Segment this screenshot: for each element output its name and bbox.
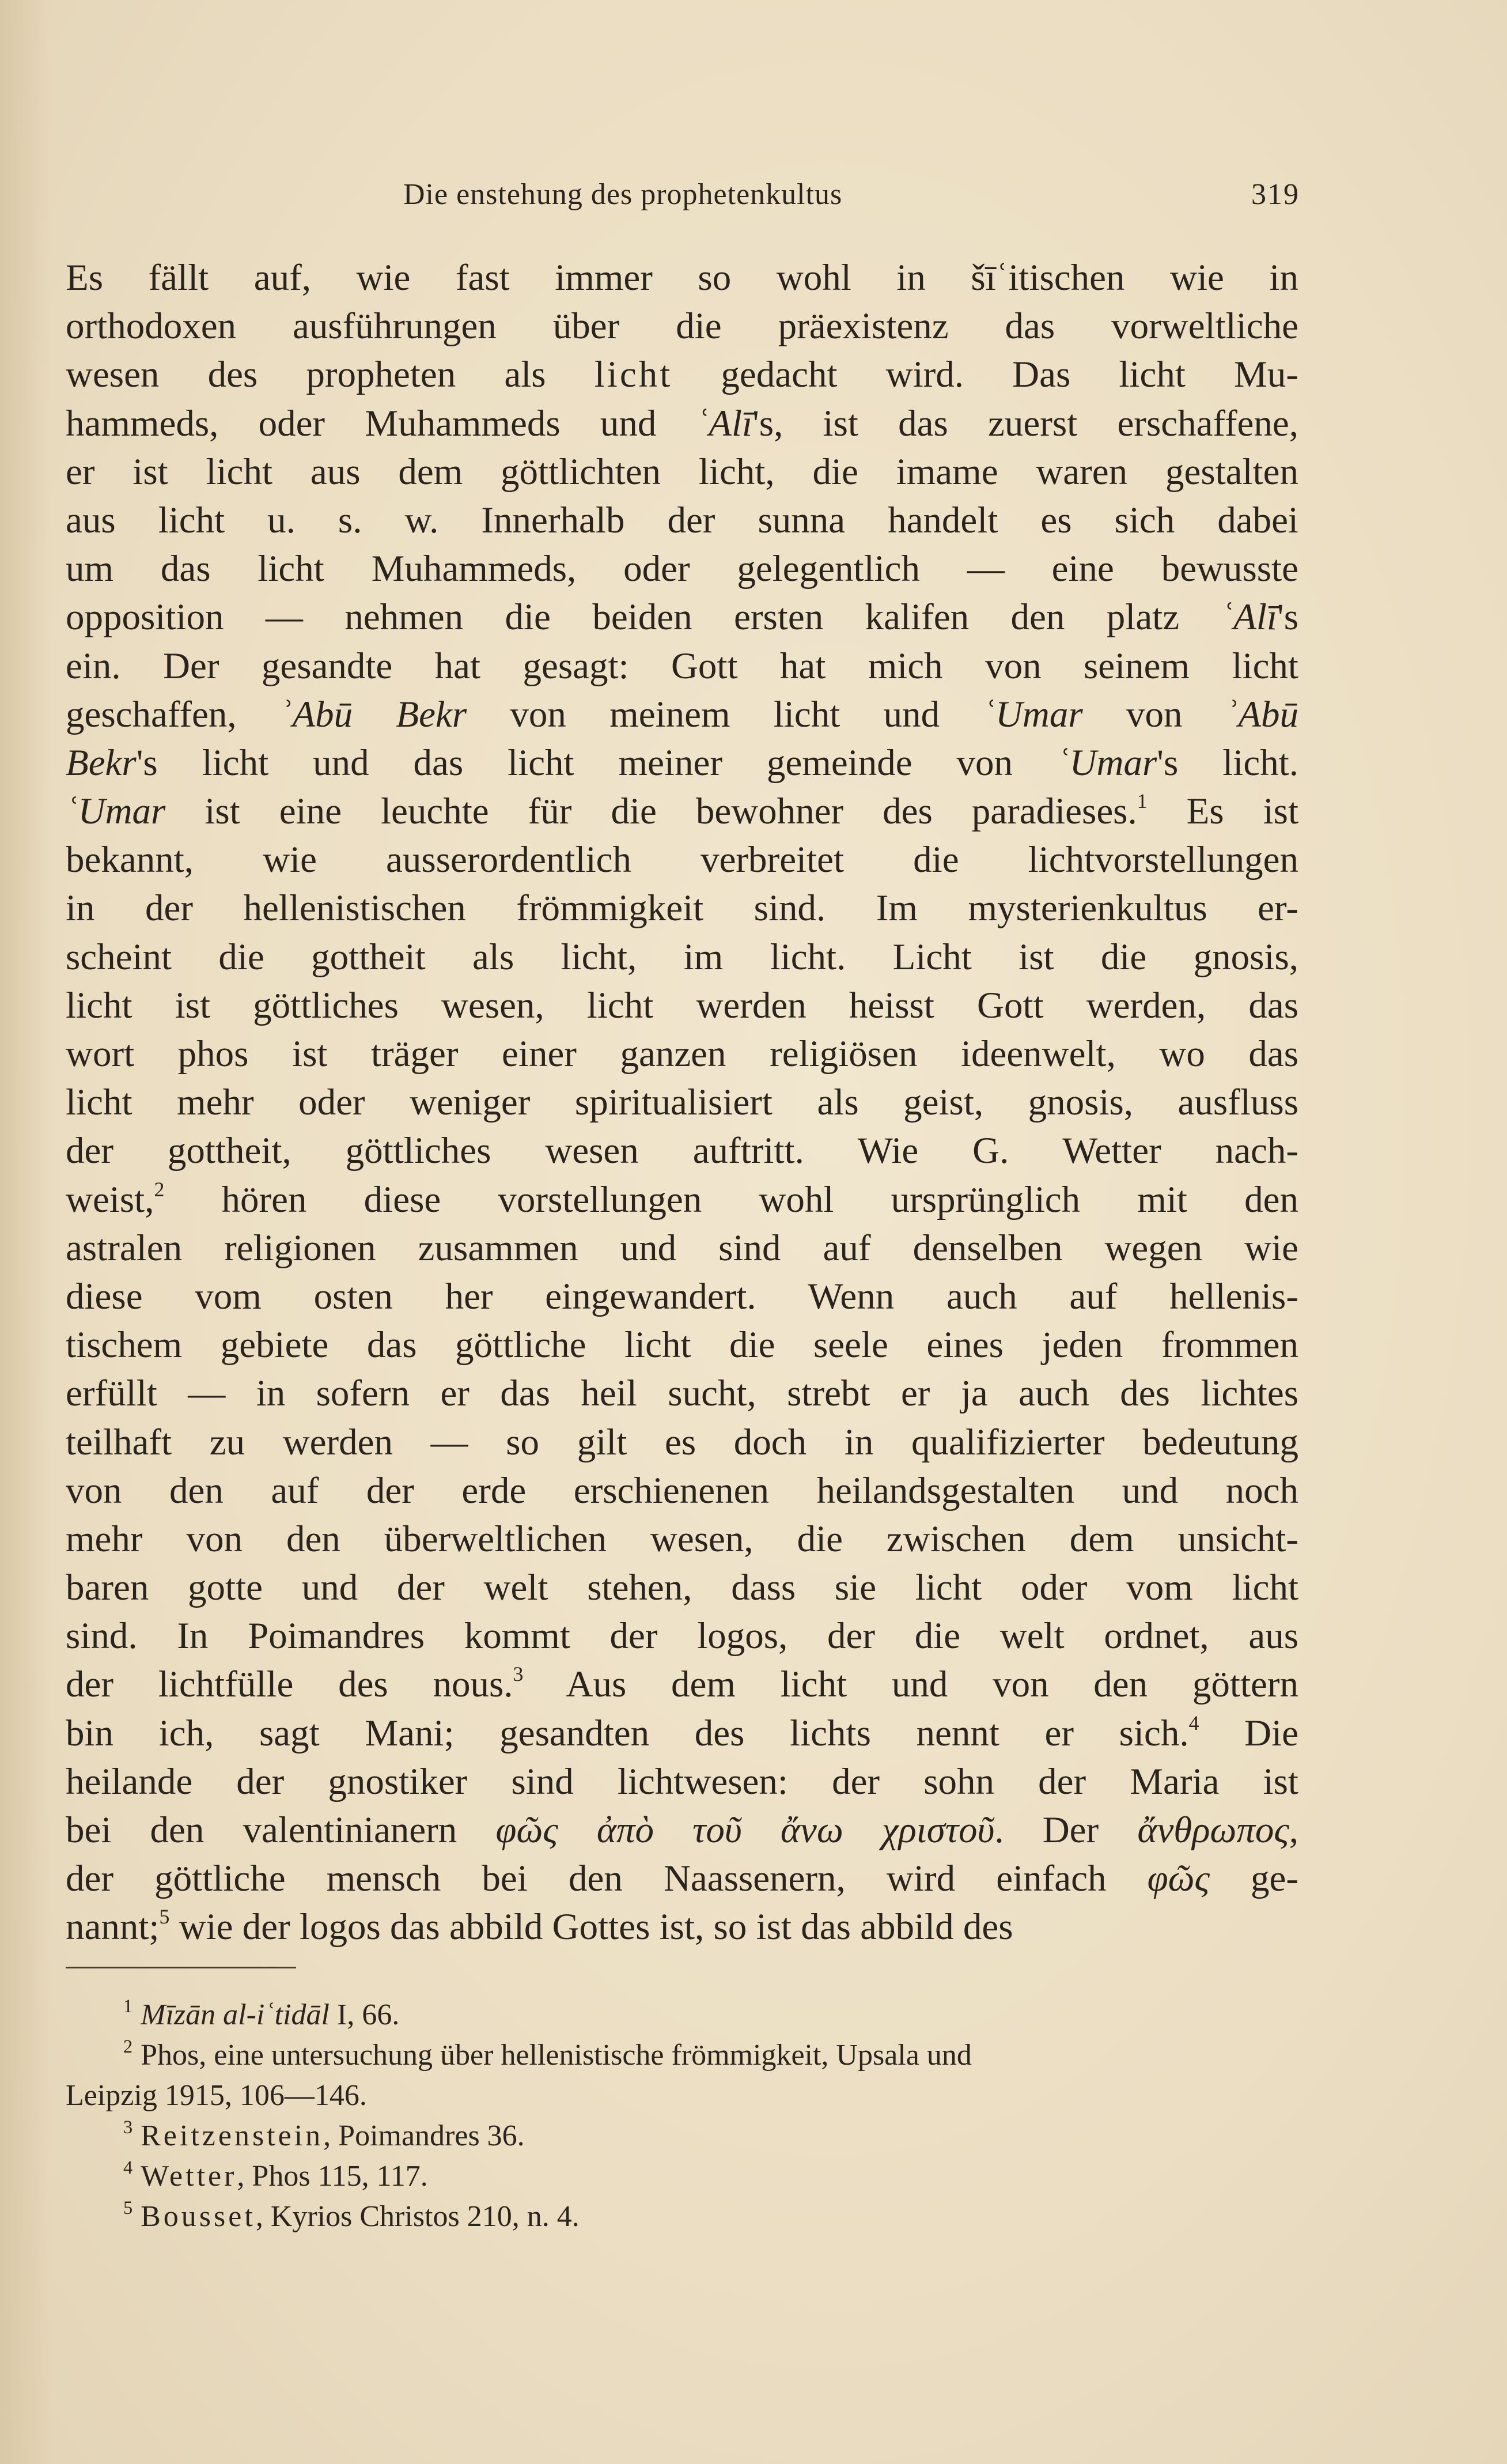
text-line: licht ist göttliches wesen, licht werden heisst Gott werden, das [66,984,1298,1026]
text-line: scheint die gottheit als licht, im licht. Licht ist die gnosis, [66,936,1298,978]
footnote-3: $^3$ Reitzenstein, Poimandres 36. [123,2117,525,2152]
text-line: orthodoxen ausführungen über die präexistenz das vorweltliche [66,305,1298,347]
spaced-emphasis: licht [594,354,673,396]
text-line: ein. Der gesandte hat gesagt: Gott hat mich von seinem licht [66,645,1298,687]
text-line: weist,$^2$ hören diese vorstellungen wohl ursprünglich mit den [66,1177,1298,1220]
text-line: hammeds, oder Muhammeds und ʿAlī's, ist das zuerst erschaffene, [66,402,1299,444]
text-line: mehr von den überweltlichen wesen, die zwischen dem unsicht- [66,1518,1298,1560]
footnote-ref: 2 [154,1177,165,1201]
text-line: in der hellenistischen frömmigkeit sind. Im mysterienkultus er- [66,887,1298,929]
greek-text: φῶς [1147,1858,1210,1900]
text-line: heilande der gnostiker sind lichtwesen: der sohn der Maria ist [66,1760,1298,1802]
text-line: opposition — nehmen die beiden ersten kalifen den platz ʿAlī's [66,596,1299,638]
text-line: wort phos ist träger einer ganzen religiösen ideenwelt, wo das [66,1033,1298,1075]
footnote-2: $^2$ Phos, eine untersuchung über hellenistische frömmigkeit, Upsala und [123,2036,972,2072]
text-line: bin ich, sagt Mani; gesandten des lichts nennt er sich.$^4$ Die [66,1711,1299,1754]
text-line: sind. In Poimandres kommt der logos, der die welt ordnet, aus [66,1615,1298,1657]
footnote-ref: 4 [1188,1711,1199,1734]
text-line: baren gotte und der welt stehen, dass sie licht oder vom licht [66,1567,1298,1609]
footnote-ref: 5 [159,1905,170,1929]
text-line: wesen des propheten als licht gedacht wird. Das licht Mu- [66,354,1299,396]
text-line: tischem gebiete das göttliche licht die seele eines jeden frommen [66,1324,1298,1366]
text-line: astralen religionen zusammen und sind auf denselben wegen wie [66,1227,1298,1269]
text-line: erfüllt — in sofern er das heil sucht, strebt er ja auch des lichtes [66,1373,1298,1415]
footnote-2-continued: Leipzig 1915, 106—146. [66,2079,367,2112]
footnote-ref: 1 [1137,789,1148,813]
text-line: der gottheit, göttliches wesen auftritt. Wie G. Wetter nach- [66,1130,1298,1172]
footnote-1: $^1$ Mīzān al-iʿtidāl I, 66. [123,1996,400,2031]
page-number: 319 [1251,178,1300,211]
text-line: ʿUmar ist eine leuchte für die bewohner des paradieses.$^1$ Es ist [66,789,1299,833]
text-line: der göttliche mensch bei den Naassenern, wird einfach φῶς ge- [66,1858,1299,1900]
body-text [66,254,1298,1952]
greek-text: ἄνθρωπος [1137,1809,1289,1851]
text-line: aus licht u. s. w. Innerhalb der sunna handelt es sich dabei [66,499,1298,541]
text-line: er ist licht aus dem göttlichten licht, die imame waren gestalten [66,451,1298,493]
text-line: diese vom osten her eingewandert. Wenn auch auf hellenis- [66,1275,1298,1317]
text-line: bekannt, wie ausserordentlich verbreitet die lichtvorstellungen [66,839,1298,881]
page-edge-shadow [0,0,52,2464]
text-line: um das licht Muhammeds, oder gelegentlich — eine bewusste [66,548,1298,590]
footnote-separator [66,1967,296,1968]
running-head-title: Die enstehung des prophetenkultus [403,178,843,211]
footnotes [66,1995,1298,2237]
running-head [0,173,1507,219]
text-line: Es fällt auf, wie fast immer so wohl in šīʿitischen wie in [66,257,1298,298]
text-line: von den auf der erde erschienenen heilandsgestalten und noch [66,1469,1298,1511]
greek-text: φῶς ἀπὸ τοῦ ἄνω χριστοῦ [495,1809,995,1851]
text-line: der lichtfülle des nous.$^3$ Aus dem licht und von den göttern [66,1662,1298,1706]
text-line: geschaffen, ʾAbū Bekr von meinem licht und ʿUmar von ʾAbū [66,693,1299,735]
text-line: Bekr's licht und das licht meiner gemeinde von ʿUmar's licht. [66,742,1299,784]
text-line: bei den valentinianern φῶς ἀπὸ τοῦ ἄνω χριστοῦ. Der ἄνθρωπος, [66,1809,1299,1851]
text-line: licht mehr oder weniger spiritualisiert als geist, gnosis, ausfluss [66,1082,1298,1124]
footnote-ref: 3 [513,1662,524,1686]
text-line: teilhaft zu werden — so gilt es doch in qualifizierter bedeutung [66,1421,1298,1463]
text-line: nannt;$^5$ wie der logos das abbild Gottes ist, so ist das abbild des [66,1905,1013,1948]
footnote-4: $^4$ Wetter, Phos 115, 117. [123,2157,428,2193]
footnote-5: $^5$ Bousset, Kyrios Christos 210, n. 4. [123,2197,580,2233]
